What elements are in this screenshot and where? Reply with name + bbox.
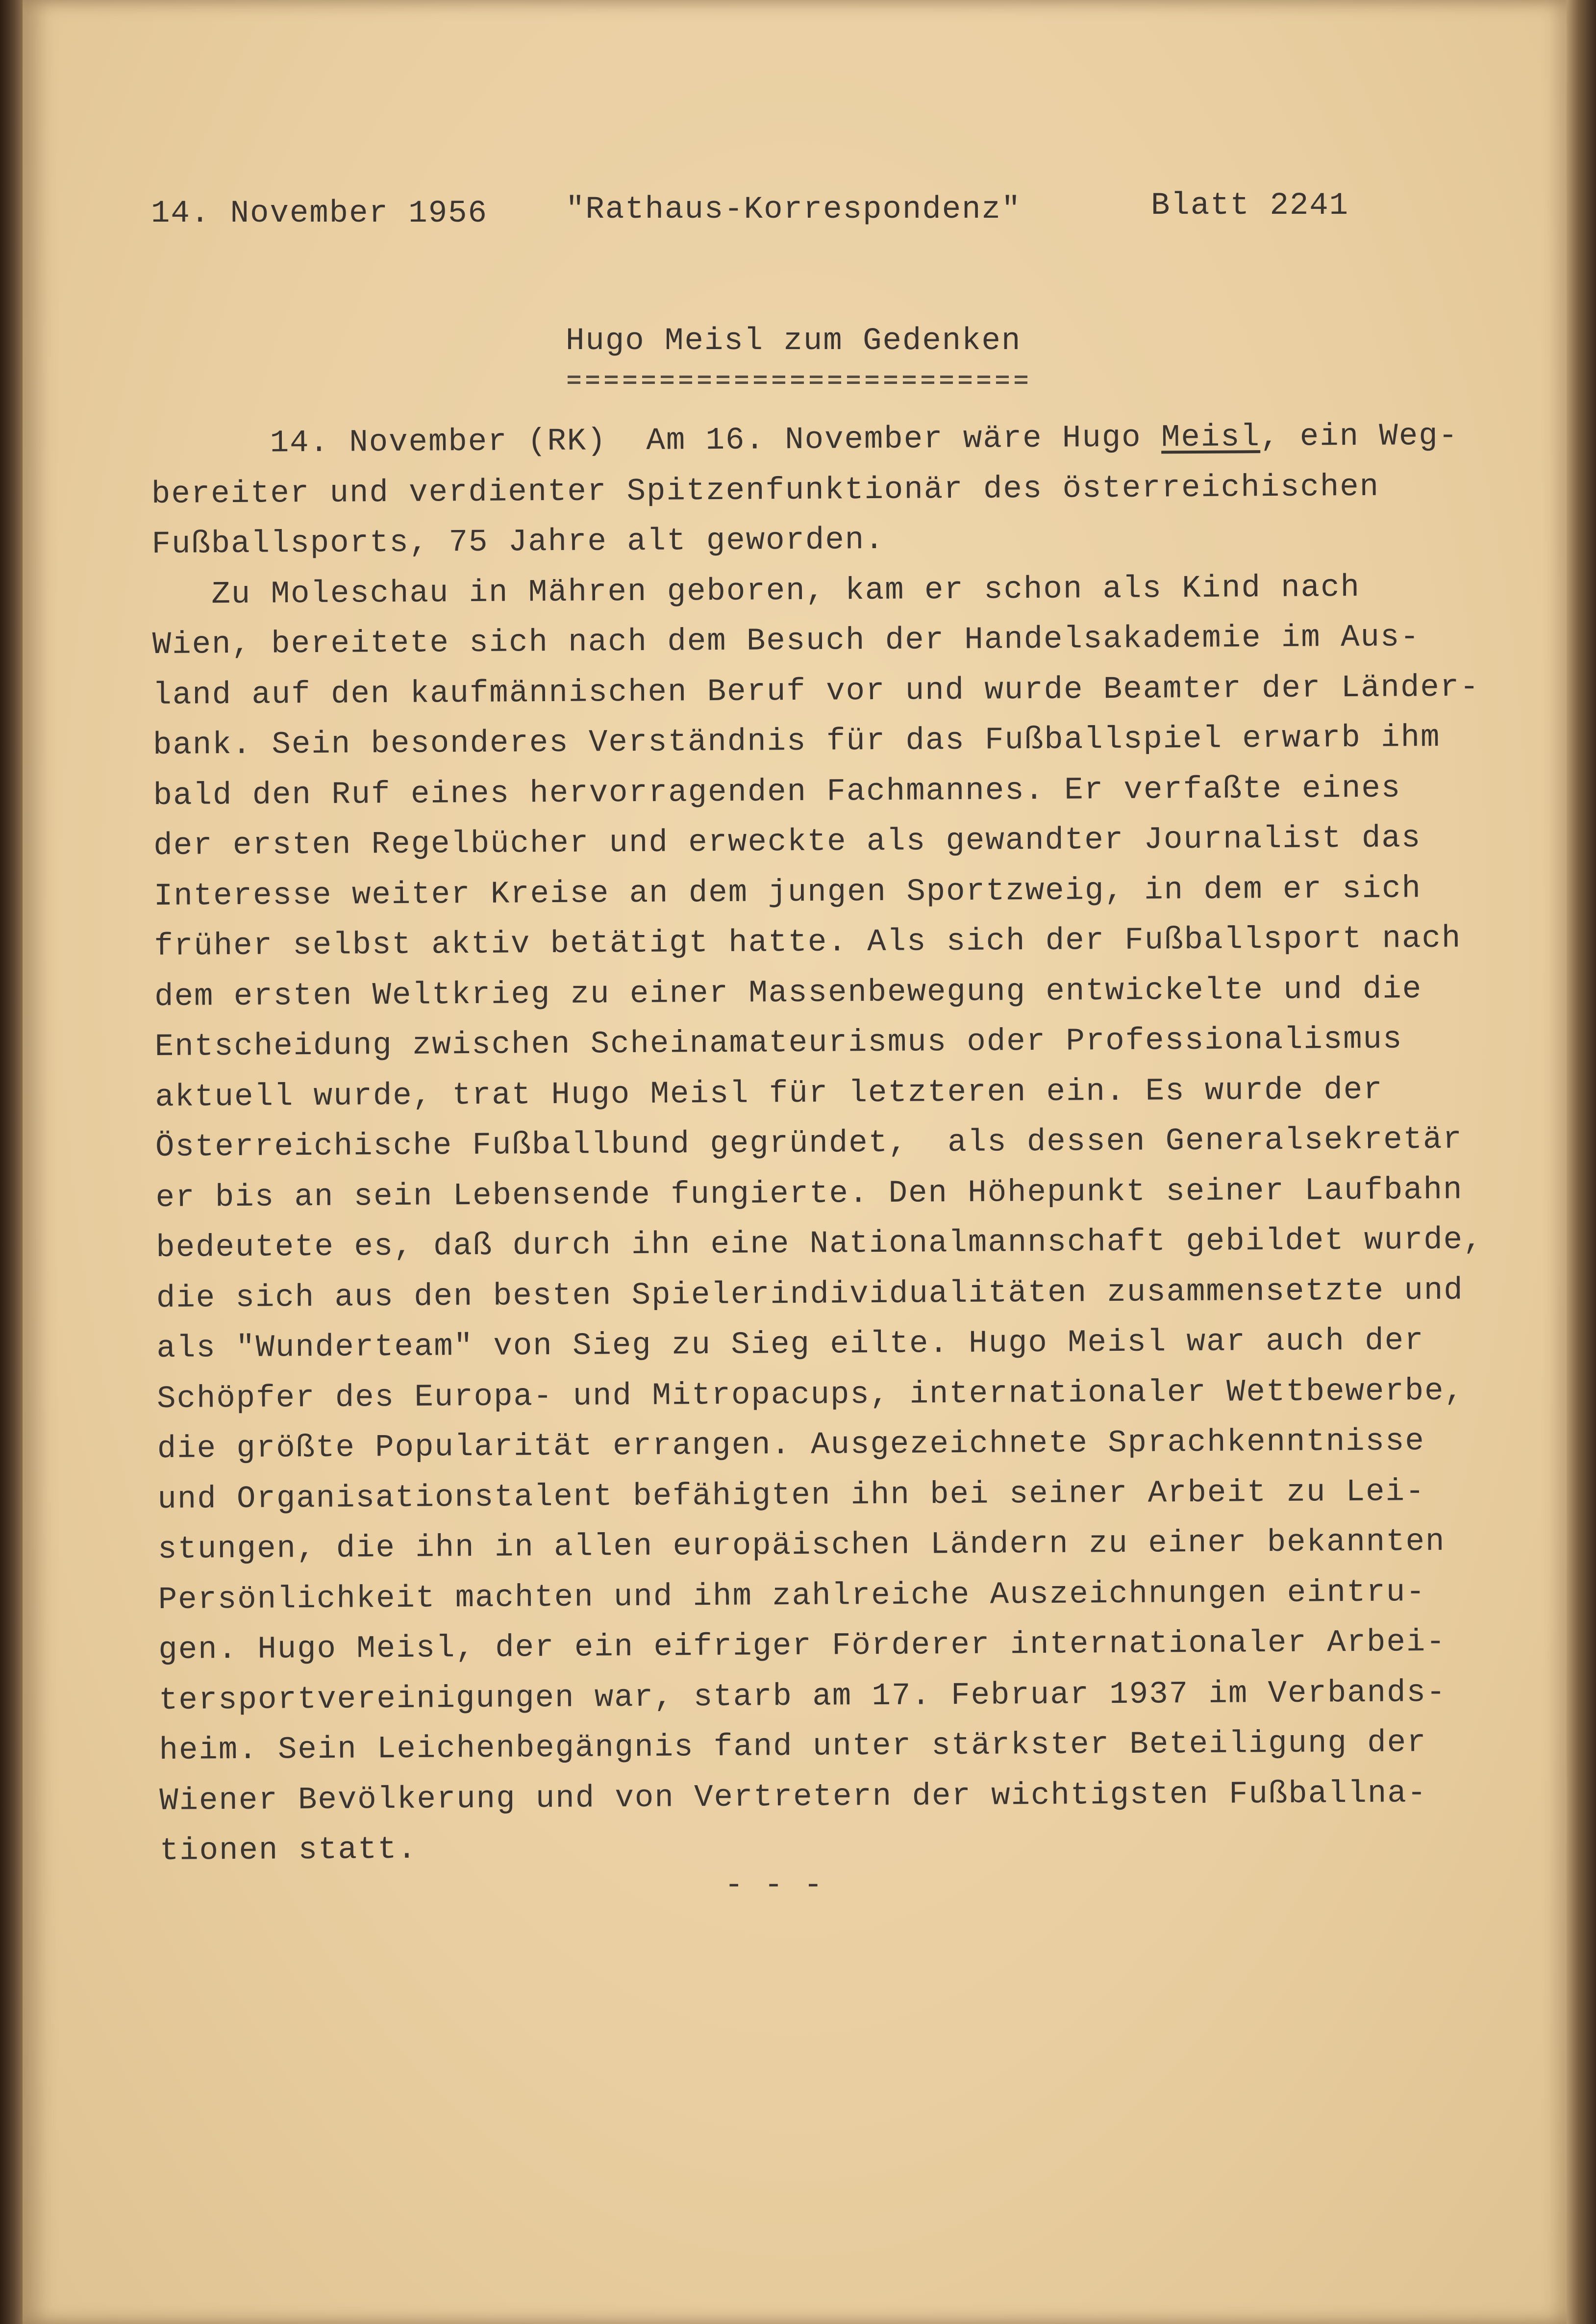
body-line: als "Wunderteam" von Sieg zu Sieg eilte. Hugo Meisl war auch der — [156, 1323, 1424, 1366]
body-line-text: 14. November (RK) Am 16. November wäre Hugo — [270, 420, 1162, 461]
article-body — [151, 411, 1532, 1877]
body-line: dem ersten Weltkrieg zu einer Massenbewegung entwickelte und die — [154, 971, 1422, 1015]
end-of-article-mark: - - - — [724, 1868, 824, 1903]
body-line-text: , ein Weg- — [1260, 418, 1459, 455]
title-double-underline — [568, 374, 1033, 386]
body-line: gen. Hugo Meisl, der ein eifriger Förderer internationaler Arbei- — [158, 1624, 1446, 1668]
body-line: bank. Sein besonderes Verständnis für das Fußballspiel erwarb ihm — [152, 720, 1441, 763]
body-line: er bis an sein Lebensende fungierte. Den Höhepunkt seiner Laufbahn — [155, 1172, 1463, 1216]
underlined-name: Meisl — [1161, 420, 1261, 456]
body-line: Schöpfer des Europa- und Mitropacups, internationaler Wettbewerbe, — [156, 1373, 1465, 1417]
body-line: Zu Moleschau in Mähren geboren, kam er schon als Kind nach — [151, 570, 1361, 613]
body-line: bedeutete es, daß durch ihn eine Nationalmannschaft gebildet wurde, — [156, 1222, 1483, 1266]
body-line: bald den Ruf eines hervorragenden Fachmannes. Er verfaßte eines — [153, 770, 1401, 814]
body-line: und Organisationstalent befähigten ihn bei seiner Arbeit zu Lei- — [157, 1474, 1425, 1517]
document-page — [23, 0, 1567, 2324]
body-line: die größte Popularität errangen. Ausgezeichnete Sprachkenntnisse — [157, 1424, 1425, 1467]
body-line: Persönlichkeit machten und ihm zahlreiche Auszeichnungen eintru- — [158, 1574, 1426, 1618]
body-line: Österreichische Fußballbund gegründet, als dessen Generalsekretär — [155, 1122, 1463, 1165]
header-source: "Rathaus-Korrespondenz" — [566, 192, 1022, 227]
page-fore-edge — [1567, 0, 1596, 2324]
article-title: Hugo Meisl zum Gedenken — [566, 324, 1022, 359]
body-line: Wien, bereitete sich nach dem Besuch der Handelsakademie im Aus- — [152, 620, 1420, 663]
body-line: die sich aus den besten Spielerindividualitäten zusammensetzte und — [156, 1273, 1464, 1316]
body-line: aktuell wurde, trat Hugo Meisl für letzteren ein. Es wurde der — [155, 1072, 1383, 1115]
body-line: land auf den kaufmännischen Beruf vor und wurde Beamter der Länder- — [152, 669, 1480, 713]
body-line: tionen statt. — [159, 1832, 418, 1869]
body-line: früher selbst aktiv betätigt hatte. Als sich der Fußballsport nach — [154, 921, 1462, 964]
body-line: Fußballsports, 75 Jahre alt geworden. — [151, 522, 885, 562]
body-line: Entscheidung zwischen Scheinamateurismus oder Professionalismus — [154, 1022, 1403, 1065]
body-line: tersportvereinigungen war, starb am 17. Februar 1937 im Verbands- — [158, 1675, 1446, 1718]
book-binding-edge — [0, 0, 23, 2324]
body-line: der ersten Regelbücher und erweckte als gewandter Journalist das — [153, 821, 1421, 864]
body-line: Wiener Bevölkerung und von Vertretern der wichtigsten Fußballna- — [159, 1775, 1427, 1819]
body-line: Interesse weiter Kreise an dem jungen Sportzweig, in dem er sich — [153, 871, 1422, 914]
header-date: 14. November 1956 — [151, 196, 488, 231]
header-sheet-number: Blatt 2241 — [1151, 188, 1349, 224]
body-line: bereiter und verdienter Spitzenfunktionär des österreichischen — [151, 469, 1380, 512]
body-line — [151, 411, 1524, 470]
body-line: stungen, die ihn in allen europäischen Ländern zu einer bekannten — [157, 1524, 1446, 1567]
body-line: heim. Sein Leichenbegängnis fand unter stärkster Beteiligung der — [159, 1725, 1427, 1768]
